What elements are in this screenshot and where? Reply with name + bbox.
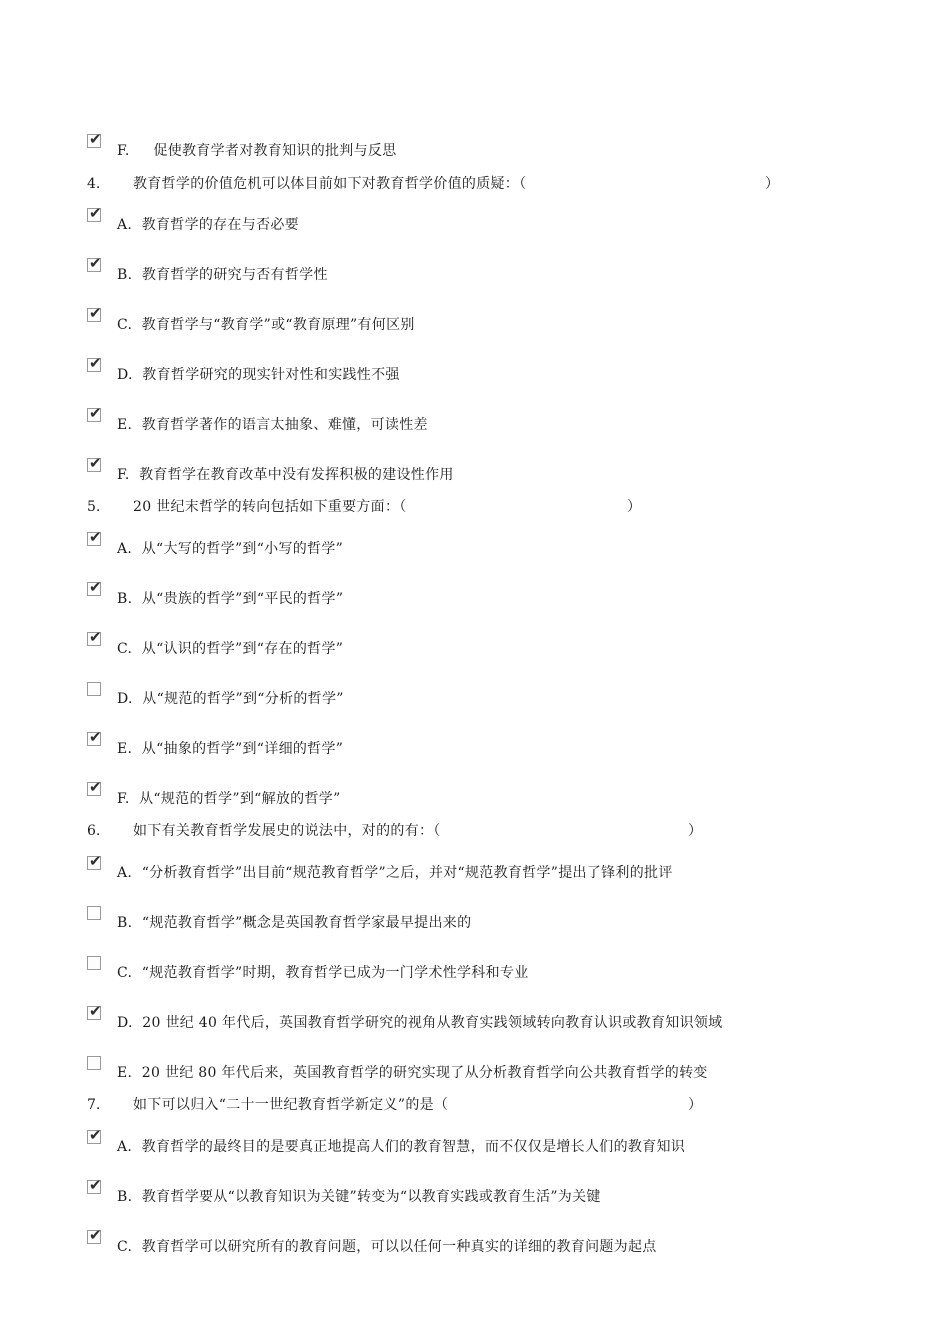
option-text: [117, 1014, 722, 1032]
option-label: B.: [117, 591, 133, 607]
option-label: A.: [117, 217, 133, 233]
option-content: “规范教育哲学”概念是英国教育哲学家最早提出来的: [141, 915, 472, 931]
checkmark-icon: ✔: [89, 1126, 102, 1144]
checkmark-icon: ✔: [89, 204, 102, 222]
option-checkbox[interactable]: [87, 578, 102, 596]
option-label: C.: [117, 965, 133, 981]
option-text: [117, 964, 529, 982]
option-content: 促使教育学者对教育知识的批判与反思: [139, 143, 397, 159]
option-text: [117, 466, 454, 484]
option-checkbox[interactable]: [87, 1002, 102, 1020]
option-checkbox[interactable]: [87, 956, 101, 970]
answer-option[interactable]: [86, 528, 886, 557]
option-label: F.: [117, 467, 130, 483]
option-content: 从“抽象的哲学”到“详细的哲学”: [141, 741, 344, 757]
answer-option[interactable]: [86, 1226, 886, 1255]
option-label: C.: [117, 641, 133, 657]
question-text: 如下可以归入“二十一世纪教育哲学新定义”的是（: [133, 1097, 449, 1113]
option-text: [117, 790, 341, 808]
option-label: C.: [117, 1239, 133, 1255]
option-content: 20 世纪 80 年代后来，英国教育哲学的研究实现了从分析教育哲学向公共教育哲学的转变: [141, 1065, 708, 1081]
question-number: 4.: [87, 176, 101, 192]
question-row: [0, 175, 950, 197]
checkmark-icon: ✔: [89, 130, 102, 148]
answer-option[interactable]: [86, 254, 886, 283]
option-text: [117, 366, 400, 384]
option-checkbox[interactable]: [87, 1226, 102, 1244]
option-checkbox[interactable]: [87, 852, 102, 870]
option-text: [117, 540, 343, 558]
option-label: B.: [117, 1189, 133, 1205]
option-checkbox[interactable]: [87, 204, 102, 222]
option-checkbox[interactable]: [87, 778, 102, 796]
option-content: 教育哲学与“教育学”或“教育原理”有何区别: [141, 317, 415, 333]
question-blank-close: ）: [627, 499, 641, 515]
option-text: [117, 266, 328, 284]
option-text: [117, 316, 415, 334]
option-content: 教育哲学可以研究所有的教育问题，可以以任何一种真实的详细的教育问题为起点: [141, 1239, 657, 1255]
option-text: [117, 142, 397, 160]
option-checkbox[interactable]: [87, 528, 102, 546]
question-text: 教育哲学的价值危机可以体目前如下对教育哲学价值的质疑：（: [133, 176, 527, 192]
option-label: D.: [117, 1015, 133, 1031]
checkmark-icon: ✔: [89, 354, 102, 372]
option-text: [117, 1188, 601, 1206]
option-checkbox[interactable]: [87, 682, 101, 696]
option-label: E.: [117, 741, 133, 757]
question-number: 7.: [87, 1097, 101, 1113]
option-text: [117, 1138, 685, 1156]
checkmark-icon: ✔: [89, 852, 102, 870]
answer-option[interactable]: [86, 204, 886, 233]
checkmark-icon: ✔: [89, 1226, 102, 1244]
option-checkbox[interactable]: [87, 454, 102, 472]
option-content: 从“规范的哲学”到“分析的哲学”: [142, 691, 344, 707]
option-label: B.: [117, 915, 133, 931]
option-checkbox[interactable]: [87, 354, 102, 372]
question-text: 20 世纪末哲学的转向包括如下重要方面：（: [133, 499, 407, 515]
answer-option[interactable]: [86, 454, 886, 483]
option-content: 从“贵族的哲学”到“平民的哲学”: [141, 591, 344, 607]
answer-option[interactable]: [86, 628, 886, 657]
question-number: 6.: [87, 823, 101, 839]
question-row: [0, 822, 950, 844]
option-checkbox[interactable]: [87, 254, 102, 272]
checkmark-icon: ✔: [89, 404, 102, 422]
option-text: [117, 590, 343, 608]
question-row: [0, 1096, 950, 1118]
option-checkbox[interactable]: [87, 1176, 102, 1194]
option-checkbox[interactable]: [87, 628, 102, 646]
checkmark-icon: ✔: [89, 528, 102, 546]
checkmark-icon: ✔: [89, 778, 102, 796]
option-text: [117, 740, 343, 758]
option-label: C.: [117, 317, 133, 333]
option-text: [117, 690, 344, 708]
checkmark-icon: ✔: [89, 1176, 102, 1194]
answer-option[interactable]: [86, 1176, 886, 1205]
option-checkbox[interactable]: [87, 130, 102, 148]
option-content: 教育哲学要从“以教育知识为关键”转变为“以教育实践或教育生活”为关键: [141, 1189, 601, 1205]
checkmark-icon: ✔: [89, 304, 102, 322]
option-text: [117, 640, 343, 658]
checkmark-icon: ✔: [89, 628, 102, 646]
answer-option[interactable]: [86, 956, 886, 980]
option-content: 20 世纪 40 年代后，英国教育哲学研究的视角从教育实践领域转向教育认识或教育知识领域: [142, 1015, 723, 1031]
option-text: [117, 914, 471, 932]
answer-option[interactable]: [86, 578, 886, 607]
option-checkbox[interactable]: [87, 906, 101, 920]
option-content: 教育哲学的最终目的是要真正地提高人们的教育智慧，而不仅仅是增长人们的教育知识: [141, 1139, 686, 1155]
option-content: “规范教育哲学”时期，教育哲学已成为一门学术性学科和专业: [141, 965, 529, 981]
question-blank-close: ）: [688, 1097, 702, 1113]
answer-option[interactable]: [86, 304, 886, 333]
answer-option[interactable]: [86, 354, 886, 383]
option-content: 从“认识的哲学”到“存在的哲学”: [141, 641, 344, 657]
question-text: 如下有关教育哲学发展史的说法中，对的的有：（: [133, 823, 441, 839]
option-checkbox[interactable]: [87, 728, 102, 746]
answer-option[interactable]: [86, 852, 886, 881]
answer-option[interactable]: [86, 1002, 886, 1031]
option-label: D.: [117, 691, 133, 707]
option-content: “分析教育哲学”出目前“规范教育哲学”之后，并对“规范教育哲学”提出了锋利的批评: [141, 865, 673, 881]
checkmark-icon: ✔: [89, 728, 102, 746]
option-text: [117, 1064, 708, 1082]
option-label: A.: [117, 865, 133, 881]
option-text: [117, 416, 428, 434]
option-label: E.: [117, 417, 133, 433]
answer-option[interactable]: [86, 404, 886, 433]
question-number: 5.: [87, 499, 101, 515]
answer-option[interactable]: [86, 728, 886, 757]
answer-option[interactable]: [86, 682, 886, 706]
answer-option[interactable]: [86, 1126, 886, 1155]
option-label: A.: [117, 1139, 133, 1155]
checkmark-icon: ✔: [89, 1002, 102, 1020]
option-text: [117, 216, 299, 234]
checkmark-icon: ✔: [89, 454, 102, 472]
option-label: A.: [117, 541, 133, 557]
question-blank-close: ）: [765, 176, 779, 192]
option-label: F.: [117, 791, 130, 807]
option-content: 从“大写的哲学”到“小写的哲学”: [141, 541, 344, 557]
answer-option[interactable]: [86, 906, 886, 930]
option-content: 教育哲学的存在与否必要: [141, 217, 299, 233]
question-blank-close: ）: [688, 823, 702, 839]
option-checkbox[interactable]: [87, 404, 102, 422]
option-text: [117, 864, 673, 882]
checkmark-icon: ✔: [89, 578, 102, 596]
option-label: E.: [117, 1065, 133, 1081]
answer-option[interactable]: [86, 1056, 886, 1080]
option-checkbox[interactable]: [87, 1056, 101, 1070]
option-checkbox[interactable]: [87, 304, 102, 322]
option-content: 从“规范的哲学”到“解放的哲学”: [139, 791, 341, 807]
option-label: F.: [117, 143, 130, 159]
option-label: D.: [117, 367, 133, 383]
option-label: B.: [117, 267, 133, 283]
answer-option[interactable]: [86, 778, 886, 807]
question-row: [0, 498, 950, 520]
option-content: 教育哲学在教育改革中没有发挥积极的建设性作用: [139, 467, 454, 483]
option-content: 教育哲学的研究与否有哲学性: [141, 267, 328, 283]
option-text: [117, 1238, 657, 1256]
checkmark-icon: ✔: [89, 254, 102, 272]
option-content: 教育哲学研究的现实针对性和实践性不强: [142, 367, 400, 383]
option-checkbox[interactable]: [87, 1126, 102, 1144]
answer-option[interactable]: [86, 130, 886, 159]
option-content: 教育哲学著作的语言太抽象、难懂，可读性差: [141, 417, 428, 433]
